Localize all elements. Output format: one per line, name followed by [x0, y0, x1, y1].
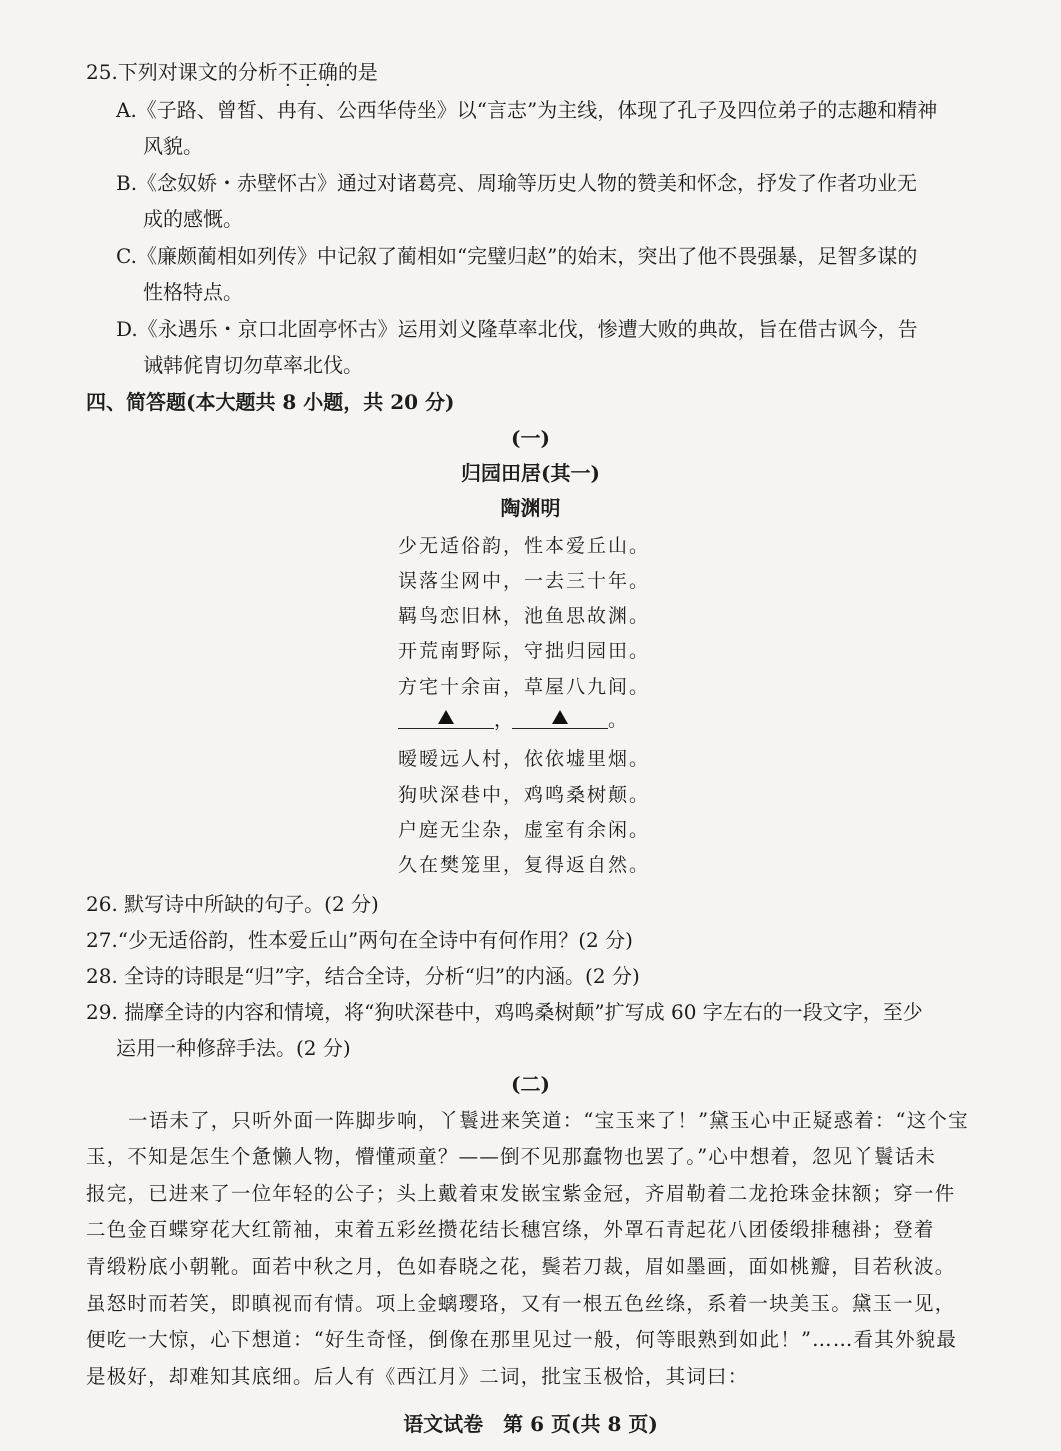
- section-heading: 四、简答题(本大题共 8 小题，共 20 分): [86, 390, 455, 414]
- poem-line: 方宅十余亩，草屋八九间。: [398, 676, 651, 698]
- poem-line: 暧暧远人村，依依墟里烟。: [398, 748, 651, 770]
- blank-separator: ，: [494, 709, 514, 731]
- q25-stem: [86, 58, 378, 86]
- triangle-icon: [552, 710, 568, 724]
- passage-line: 二色金百蝶穿花大红箭袖，束着五彩丝攒花结长穗宫绦，外罩石青起花八团倭缎排穗褂；登着: [86, 1218, 935, 1241]
- poem-line: 开荒南野际，守拙归园田。: [398, 640, 651, 662]
- poem-title: 归园田居(其一): [461, 461, 600, 485]
- q25-option-d-cont: 诫韩侂胄切勿草率北伐。: [143, 353, 363, 377]
- poem-author: 陶渊明: [500, 496, 561, 520]
- q25-option-b: B.《念奴娇・赤壁怀古》通过对诸葛亮、周瑜等历史人物的赞美和怀念，抒发了作者功业无: [116, 171, 918, 195]
- q25-option-c: C.《廉颇蔺相如列传》中记叙了蔺相如“完璧归赵”的始末，突出了他不畏强暴，足智多谋的: [116, 244, 918, 268]
- answer-blank-2[interactable]: [512, 706, 608, 729]
- page-footer: 语文试卷 第 6 页(共 8 页): [403, 1412, 658, 1436]
- q27: 27.“少无适俗韵，性本爱丘山”两句在全诗中有何作用？(2 分): [86, 928, 633, 952]
- passage-line: 虽怒时而若笑，即瞋视而有情。项上金螭璎珞，又有一根五色丝绦，系着一块美玉。黛玉一见，: [86, 1292, 956, 1315]
- part1-label: (一): [511, 426, 550, 450]
- passage-line: 报完，已进来了一位年轻的公子；头上戴着束发嵌宝紫金冠，齐眉勒着二龙抢珠金抹额；穿一件: [86, 1182, 956, 1205]
- part2-label: (二): [511, 1072, 550, 1096]
- blank-end: 。: [608, 709, 628, 731]
- q29: 29. 揣摩全诗的内容和情境，将“狗吠深巷中，鸡鸣桑树颠”扩写成 60 字左右的一段文字，至少: [86, 1000, 923, 1024]
- q25-emph-3: 确: [317, 60, 338, 84]
- passage-line: 是极好，却难知其底细。后人有《西江月》二词，批宝玉极恰，其词曰：: [86, 1365, 749, 1388]
- q25-option-d: D.《永遇乐・京口北固亭怀古》运用刘义隆草率北伐，惨遭大败的典故，旨在借古讽今，告: [116, 317, 918, 341]
- q26: 26. 默写诗中所缺的句子。(2 分): [86, 892, 379, 916]
- poem-line: 户庭无尘杂，虚室有余闲。: [398, 819, 651, 841]
- q25-option-c-cont: 性格特点。: [143, 280, 243, 304]
- poem-line: 久在樊笼里，复得返自然。: [398, 854, 651, 876]
- q25-option-a: A.《子路、曾皙、冉有、公西华侍坐》以“言志”为主线，体现了孔子及四位弟子的志趣和精神: [116, 98, 938, 122]
- passage-line: 玉，不知是怎生个惫懒人物，懵懂顽童？——倒不见那蠢物也罢了。”心中想着，忽见丫鬟话未: [86, 1145, 937, 1168]
- q25-emph-1: 不: [277, 60, 298, 84]
- passage-line: 便吃一大惊，心下想道：“好生奇怪，倒像在那里见过一般，何等眼熟到如此！”……看其外貌最: [86, 1328, 958, 1351]
- poem-line: 误落尘网中，一去三十年。: [398, 570, 651, 592]
- poem-line: 少无适俗韵，性本爱丘山。: [398, 535, 651, 557]
- q25-stem-pre: 25.下列对课文的分析: [86, 60, 278, 84]
- q29-cont: 运用一种修辞手法。(2 分): [116, 1036, 351, 1060]
- passage-line: 一语未了，只听外面一阵脚步响，丫鬟进来笑道：“宝玉来了！”黛玉心中正疑惑着：“这个宝: [128, 1109, 969, 1132]
- q25-option-b-cont: 成的感慨。: [143, 207, 243, 231]
- triangle-icon: [438, 710, 454, 724]
- q25-stem-post: 的是: [337, 60, 378, 84]
- q25-emph-2: 正: [297, 60, 318, 84]
- poem-missing-line: [398, 706, 627, 734]
- answer-blank-1[interactable]: [398, 706, 494, 729]
- poem-line: 狗吠深巷中，鸡鸣桑树颠。: [398, 784, 651, 806]
- passage-line: 青缎粉底小朝靴。面若中秋之月，色如春晓之花，鬓若刀裁，眉如墨画，面如桃瓣，目若秋波。: [86, 1255, 956, 1278]
- q28: 28. 全诗的诗眼是“归”字，结合全诗，分析“归”的内涵。(2 分): [86, 964, 640, 988]
- poem-line: 羁鸟恋旧林，池鱼思故渊。: [398, 605, 651, 627]
- q25-option-a-cont: 风貌。: [143, 134, 203, 158]
